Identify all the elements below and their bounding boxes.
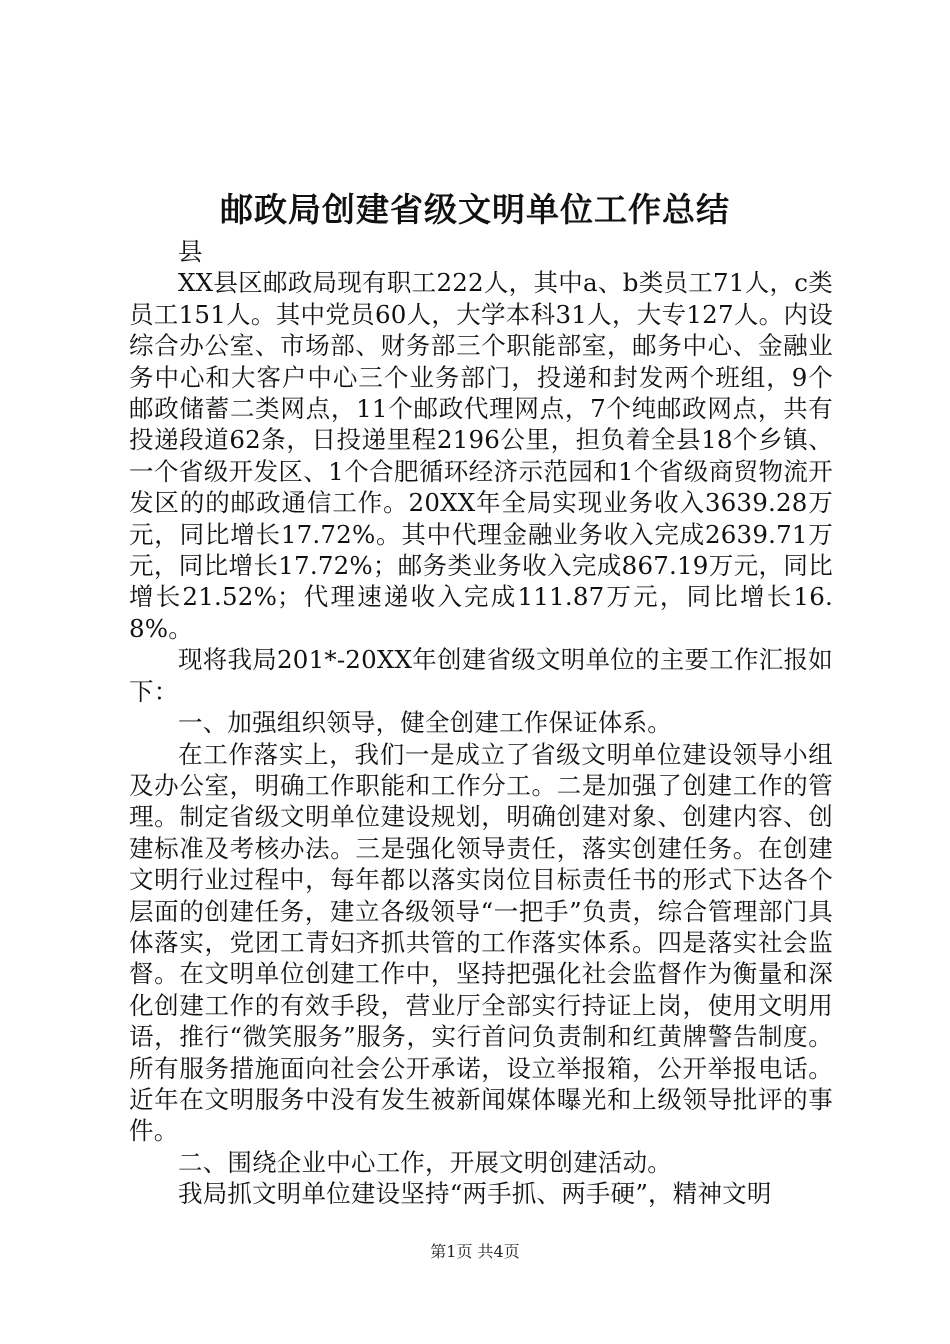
section-heading-1: 一、加强组织领导，健全创建工作保证体系。	[178, 708, 672, 738]
section-heading-2: 二、围绕企业中心工作，开展文明创建活动。	[178, 1147, 672, 1177]
paragraph-section-2: 我局抓文明单位建设坚持“两手抓、两手硬”，精神文明	[178, 1179, 772, 1209]
paragraph-overview: XX县区邮政局现有职工222人，其中a、b类员工71人，c类员工151人。其中党员60人，大学本科31人，大专127人。内设综合办公室、市场部、财务部三个职能部室，邮务中心、金融业务中心和大客户中心三个业务部门，投递和封发两个班组，9个邮政储蓄二类网点，11个邮政代理网点，7个纯邮政网点，共有投递段道62条，日投递里程2196公里，担负着全县18个乡镇、一个省级开发区、1个合肥循环经济示范园和1个省级商贸物流开发区的的邮政通信工作。20XX年全局实现业务收入3639.28万元，同比增长17.72%。其中代理金融业务收入完成2639.71万元，同比增长17.72%；邮务类业务收入完成867.19万元，同比增长21.52%；代理速递收入完成111.87万元，同比增长16.8%。	[129, 268, 833, 643]
document-body	[129, 236, 833, 1210]
paragraph-report-intro: 现将我局201*-20XX年创建省级文明单位的主要工作汇报如下：	[129, 645, 833, 706]
paragraph-section-1: 在工作落实上，我们一是成立了省级文明单位建设领导小组及办公室，明确工作职能和工作分工。二是加强了创建工作的管理。制定省级文明单位建设规划，明确创建对象、创建内容、创建标准及考核办法。三是强化领导责任，落实创建任务。在创建文明行业过程中，每年都以落实岗位目标责任书的形式下达各个层面的创建任务，建立各级领导“一把手”负责，综合管理部门具体落实，党团工青妇齐抓共管的工作落实体系。四是落实社会监督。在文明单位创建工作中，坚持把强化社会监督作为衡量和深化创建工作的有效手段，营业厅全部实行持证上岗，使用文明用语，推行“微笑服务”服务，实行首问负责制和红黄牌警告制度。所有服务措施面向社会公开承诺，设立举报箱，公开举报电话。近年在文明服务中没有发生被新闻媒体曝光和上级领导批评的事件。	[129, 739, 833, 1146]
paragraph-county: 县	[178, 237, 203, 266]
page-footer: 第1页 共4页	[430, 1242, 520, 1261]
document-title: 邮政局创建省级文明单位工作总结	[220, 190, 730, 229]
